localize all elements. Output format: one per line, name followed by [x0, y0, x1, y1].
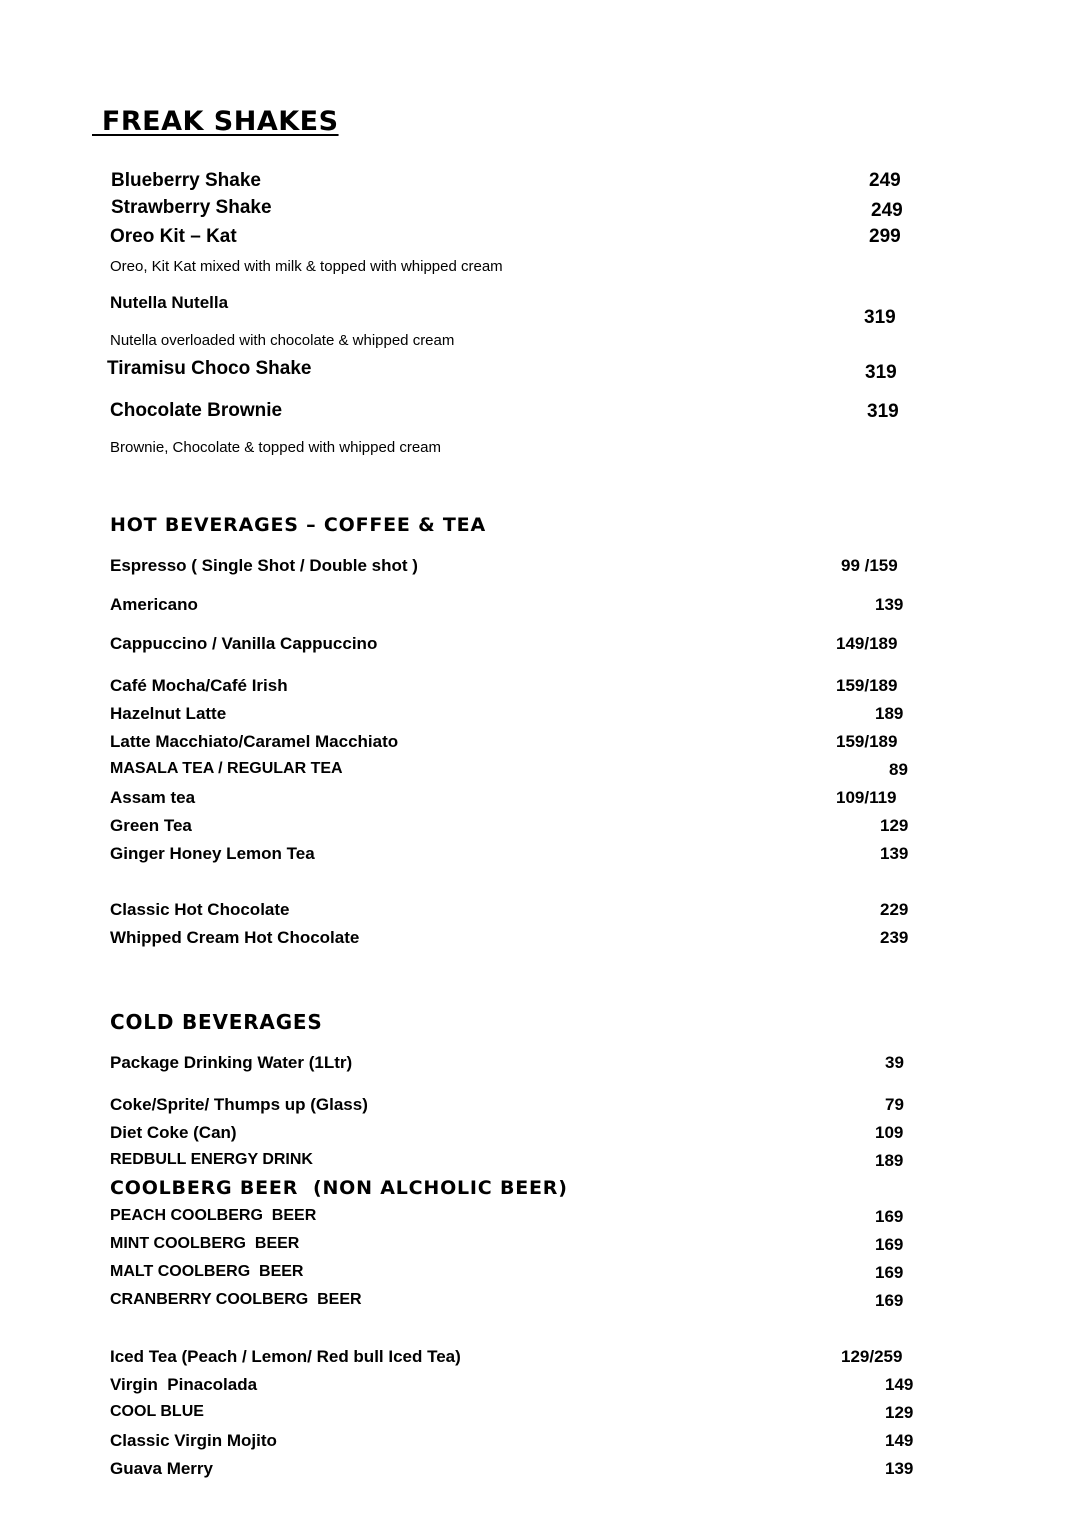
menu-item-name: Virgin Pinacolada	[110, 1375, 258, 1394]
menu-item-name: Guava Merry	[110, 1459, 213, 1478]
menu-item-name: Blueberry Shake	[111, 170, 261, 191]
menu-item-name: Assam tea	[110, 788, 196, 807]
menu-item-price: 129/259	[841, 1347, 903, 1366]
cold-beverages-heading: COLD BEVERAGES	[110, 1010, 323, 1034]
menu-item-name: Café Mocha/Café Irish	[110, 676, 288, 695]
menu-item-price: 99 /159	[841, 556, 898, 575]
menu-item-price: 159/189	[836, 676, 898, 695]
menu-item-name: MINT COOLBERG BEER	[110, 1235, 300, 1252]
menu-item-name: Package Drinking Water (1Ltr)	[110, 1053, 353, 1072]
menu-item-price: 299	[869, 226, 901, 247]
menu-item-description: Brownie, Chocolate & topped with whipped cream	[110, 439, 442, 456]
menu-item-price: 159/189	[836, 732, 898, 751]
menu-item-name: Hazelnut Latte	[110, 704, 227, 723]
menu-item-price: 129	[885, 1403, 914, 1422]
menu-item-price: 139	[880, 844, 909, 863]
menu-item-name: Coke/Sprite/ Thumps up (Glass)	[110, 1095, 368, 1114]
menu-item-price: 39	[885, 1053, 904, 1072]
menu-item-price: 149	[885, 1431, 914, 1450]
menu-item-price: 229	[880, 900, 909, 919]
menu-item-name: MASALA TEA / REGULAR TEA	[110, 760, 343, 777]
menu-item-name: Tiramisu Choco Shake	[107, 358, 312, 379]
menu-item-name: Espresso ( Single Shot / Double shot )	[110, 556, 418, 575]
menu-item-price: 79	[885, 1095, 904, 1114]
menu-item-name: Iced Tea (Peach / Lemon/ Red bull Iced Tea)	[110, 1347, 461, 1366]
menu-item-name: Oreo Kit – Kat	[110, 226, 237, 247]
menu-item-price: 109/119	[836, 788, 897, 807]
menu-item-price: 249	[869, 170, 901, 191]
menu-item-name: COOL BLUE	[110, 1403, 204, 1420]
menu-item-name: Nutella Nutella	[110, 293, 229, 312]
hot-beverages-heading: HOT BEVERAGES – COFFEE & TEA	[110, 514, 486, 536]
menu-item-name: Classic Hot Chocolate	[110, 900, 290, 919]
menu-item-description: Nutella overloaded with chocolate & whipped cream	[110, 332, 455, 349]
menu-item-price: 89	[889, 760, 908, 779]
menu-item-name: Diet Coke (Can)	[110, 1123, 237, 1142]
menu-item-price: 149	[885, 1375, 914, 1394]
menu-item-name: CRANBERRY COOLBERG BEER	[110, 1291, 362, 1308]
menu-item-description: Oreo, Kit Kat mixed with milk & topped with whipped cream	[110, 258, 503, 275]
menu-item-price: 249	[871, 200, 903, 221]
menu-item-price: 139	[885, 1459, 914, 1478]
menu-item-name: Cappuccino / Vanilla Cappuccino	[110, 634, 378, 653]
menu-item-name: Classic Virgin Mojito	[110, 1431, 277, 1450]
menu-item-price: 129	[880, 816, 909, 835]
menu-item-price: 139	[875, 595, 904, 614]
freak-shakes-heading: FREAK SHAKES	[92, 106, 339, 137]
menu-item-name: PEACH COOLBERG BEER	[110, 1207, 317, 1224]
menu-item-price: 319	[865, 362, 897, 383]
menu-item-price: 109	[875, 1123, 904, 1142]
menu-item-price: 189	[875, 1151, 904, 1170]
menu-item-name: Whipped Cream Hot Chocolate	[110, 928, 360, 947]
menu-item-price: 169	[875, 1291, 904, 1310]
menu-item-name: MALT COOLBERG BEER	[110, 1263, 304, 1280]
menu-item-name: Green Tea	[110, 816, 192, 835]
menu-item-price: 169	[875, 1235, 904, 1254]
menu-item-price: 239	[880, 928, 909, 947]
menu-item-price: 319	[867, 401, 899, 422]
menu-item-price: 149/189	[836, 634, 898, 653]
menu-item-price: 319	[864, 307, 896, 328]
menu-item-name: Strawberry Shake	[111, 197, 272, 218]
menu-item-price: 189	[875, 704, 904, 723]
menu-item-price: 169	[875, 1207, 904, 1226]
menu-item-name: Chocolate Brownie	[110, 400, 283, 421]
coolberg-heading: COOLBERG BEER (NON ALCHOLIC BEER)	[110, 1177, 568, 1199]
menu-item-price: 169	[875, 1263, 904, 1282]
menu-item-name: Ginger Honey Lemon Tea	[110, 844, 315, 863]
menu-item-name: Americano	[110, 595, 198, 614]
menu-item-name: REDBULL ENERGY DRINK	[110, 1151, 313, 1168]
menu-item-name: Latte Macchiato/Caramel Macchiato	[110, 732, 399, 751]
